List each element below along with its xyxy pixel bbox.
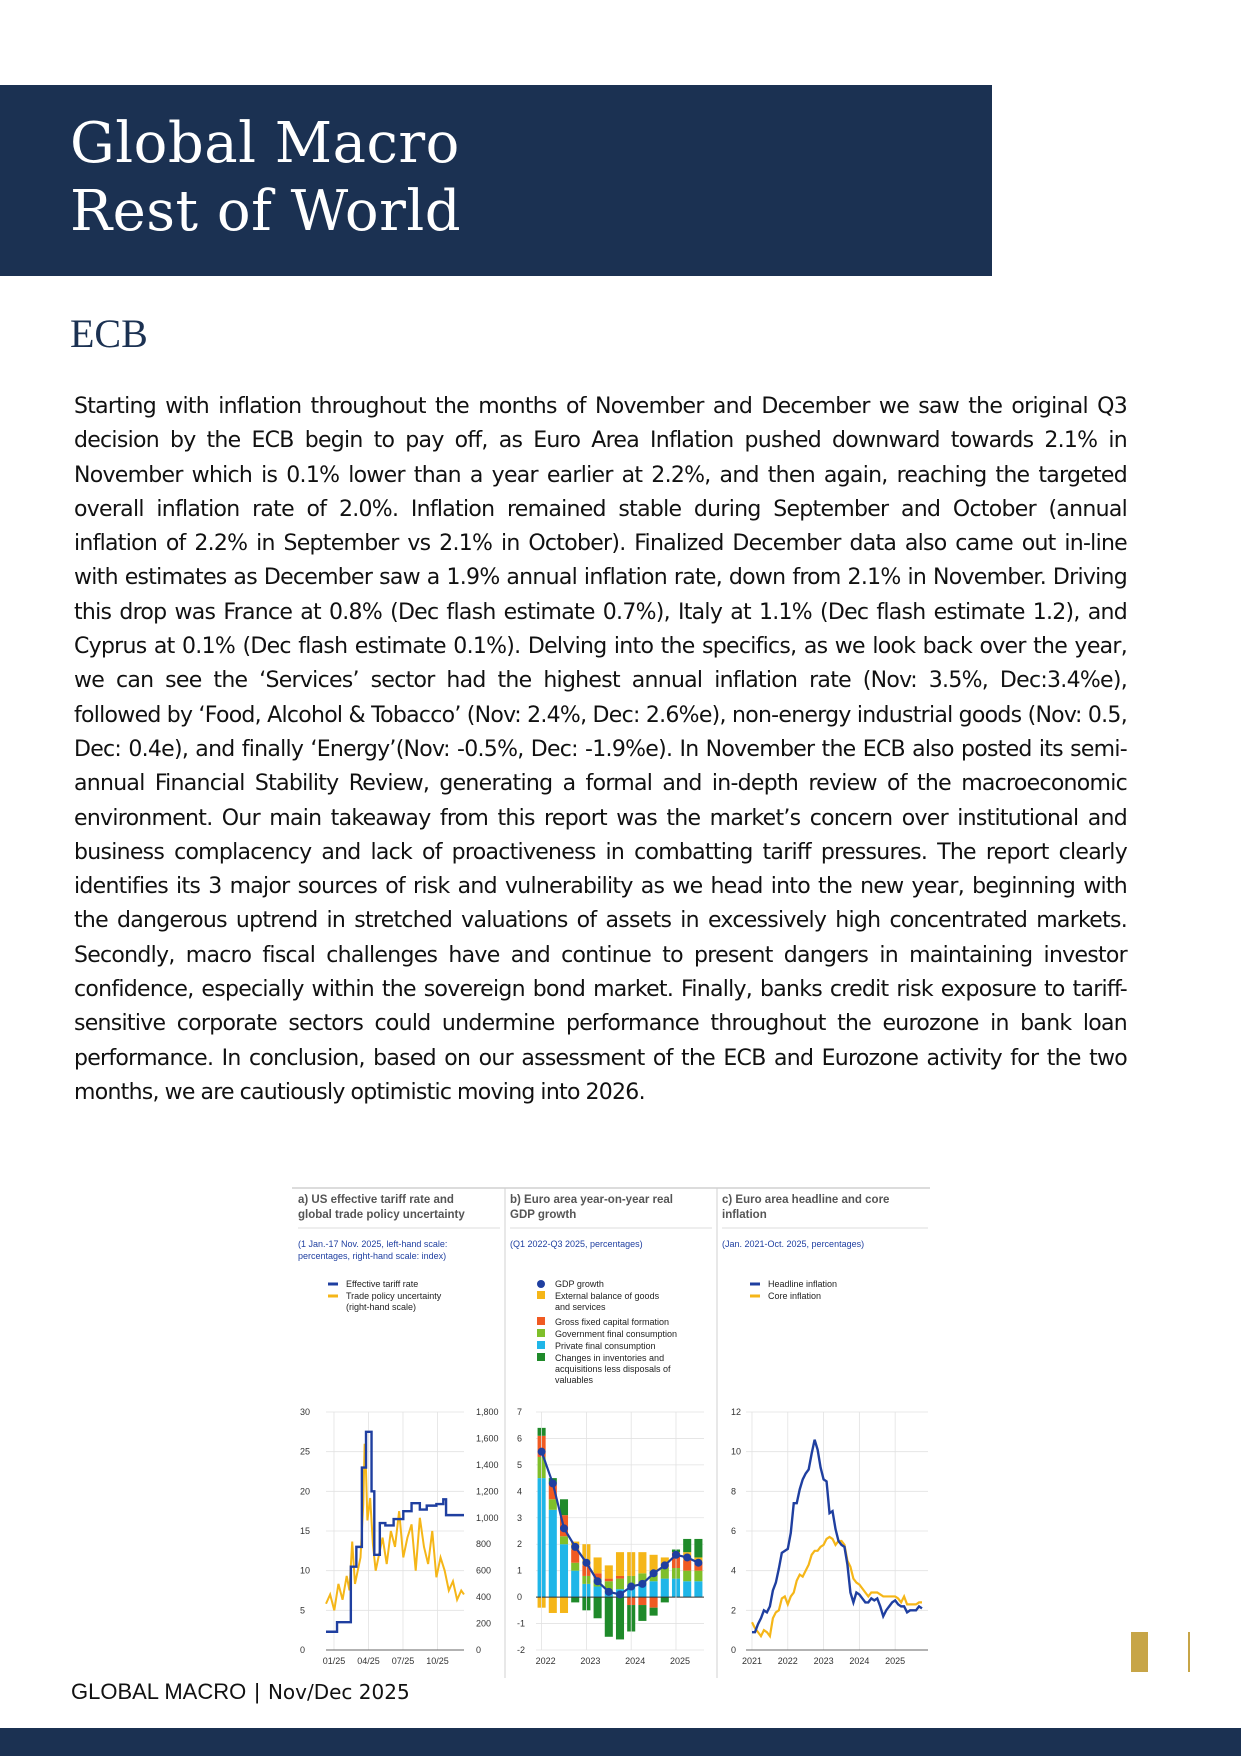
chart-a-xtick: 10/25 (426, 1656, 449, 1666)
legend-b-swatch-private (537, 1341, 545, 1349)
chart-b-ytick: 7 (517, 1407, 523, 1417)
chart-b-ytick: 1 (517, 1565, 523, 1576)
chart-b-bar (650, 1555, 658, 1571)
page-title (70, 110, 461, 246)
chart-b-bar (661, 1568, 669, 1579)
chart-b-bar (605, 1579, 613, 1582)
chart-b-plot (517, 1407, 704, 1666)
chart-b-gdp-point (582, 1559, 590, 1567)
chart-c-title-2: inflation (722, 1209, 767, 1221)
chart-b-bar (616, 1579, 624, 1590)
page-title-line2: Rest of World (70, 179, 462, 244)
chart-b-bar (694, 1571, 702, 1582)
chart-b-xtick: 2024 (625, 1656, 646, 1666)
bottom-bar (0, 1728, 1241, 1756)
chart-a-xtick: 01/25 (322, 1656, 346, 1666)
chart-b-gdp-point (616, 1590, 624, 1598)
chart-a-y2tick: 600 (476, 1565, 492, 1576)
legend-a-uncertainty-2: (right-hand scale) (346, 1302, 417, 1312)
chart-a-xtick: 07/25 (391, 1656, 415, 1666)
chart-a-y2tick: 1,400 (476, 1459, 499, 1470)
section-heading: ECB (70, 311, 148, 356)
chart-a-y2tick: 800 (476, 1539, 492, 1550)
chart-b-ytick: 5 (517, 1459, 523, 1470)
chart-a-y2tick: 1,600 (476, 1433, 499, 1444)
chart-b-bar (549, 1510, 557, 1597)
chart-b-bar (571, 1563, 579, 1571)
chart-b-gdp-point (672, 1551, 680, 1559)
chart-b-ytick: -1 (517, 1618, 526, 1629)
chart-b-xtick: 2022 (535, 1656, 556, 1666)
chart-b-bar (683, 1581, 691, 1597)
chart-a-ytick: 30 (300, 1407, 311, 1417)
chart-b-bar (616, 1552, 624, 1576)
chart-b-subtitle: (Q1 2022-Q3 2025, percentages) (510, 1239, 643, 1249)
chart-a-ytick: 20 (300, 1486, 311, 1497)
footer-date: Nov/Dec 2025 (267, 1680, 410, 1704)
chart-b-bar (650, 1581, 658, 1597)
chart-c-title-1: c) Euro area headline and core (722, 1194, 890, 1206)
chart-b-ytick: 4 (517, 1486, 523, 1497)
chart-b-bar (650, 1597, 658, 1608)
chart-b-ytick: 2 (517, 1539, 523, 1550)
chart-b-bar (560, 1536, 568, 1544)
chart-b-gdp-point (560, 1524, 568, 1532)
chart-c-xtick: 2024 (849, 1656, 870, 1666)
chart-a-line-uncertainty (326, 1444, 464, 1611)
chart-b-gdp-point (683, 1553, 691, 1561)
chart-c-ytick: 10 (731, 1446, 742, 1457)
chart-b-gdp-point (605, 1588, 613, 1596)
chart-b-gdp-point (538, 1448, 546, 1456)
chart-a-line-tariff (326, 1432, 464, 1632)
chart-b-title-2: GDP growth (510, 1209, 577, 1221)
ecb-figure-svg (292, 1186, 932, 1678)
legend-b-inventories: Changes in inventories and (555, 1353, 665, 1363)
chart-b-bar (683, 1560, 691, 1571)
legend-b-gfcf: Gross fixed capital formation (555, 1317, 670, 1327)
chart-a-plot (300, 1407, 499, 1666)
chart-b-gdp-point (571, 1543, 579, 1551)
logo-rule (1188, 1632, 1190, 1672)
chart-b-gdp-point (627, 1583, 635, 1591)
chart-b-title-1: b) Euro area year-on-year real (510, 1194, 673, 1206)
chart-b-bar (650, 1608, 658, 1616)
chart-b-bar (605, 1597, 613, 1637)
legend-b-swatch-inventories (537, 1353, 545, 1361)
chart-b-bar (638, 1597, 646, 1605)
chart-c-line-core (752, 1537, 922, 1636)
chart-c-ytick: 4 (731, 1565, 737, 1576)
chart-b-bar (571, 1597, 579, 1602)
legend-b-inventories-3: valuables (555, 1375, 594, 1385)
legend-b-swatch-external (537, 1291, 545, 1299)
legend-b-external: External balance of goods (555, 1291, 660, 1301)
chart-a-xtick: 04/25 (357, 1656, 380, 1666)
chart-b-bar (616, 1576, 624, 1579)
chart-b-bar (560, 1544, 568, 1597)
legend-c-core: Core inflation (768, 1291, 822, 1301)
footer (71, 1679, 410, 1705)
chart-a-y2tick: 1,200 (476, 1486, 499, 1497)
legend-c-headline: Headline inflation (768, 1279, 838, 1289)
legend-b-swatch-gdp (537, 1280, 545, 1288)
chart-b-xtick: 2025 (669, 1656, 691, 1666)
legend-b-inventories-2: acquisitions less disposals of (555, 1364, 671, 1374)
chart-c-xtick: 2021 (741, 1656, 763, 1666)
legend-b-private: Private final consumption (555, 1341, 656, 1351)
legend-a-uncertainty: Trade policy uncertainty (346, 1291, 442, 1301)
logo-mark (1131, 1632, 1148, 1672)
chart-b-gdp-point (594, 1577, 602, 1585)
chart-b-bar (661, 1579, 669, 1598)
chart-c-ytick: 2 (731, 1605, 737, 1616)
chart-b-bar (661, 1597, 669, 1602)
chart-c-ytick: 6 (731, 1526, 737, 1536)
chart-b-bar (549, 1499, 557, 1510)
chart-b-bar (616, 1597, 624, 1639)
chart-c-ytick: 8 (731, 1486, 737, 1497)
chart-a-title-2: global trade policy uncertainty (298, 1209, 465, 1221)
chart-b-bar (605, 1565, 613, 1578)
chart-b-bar (594, 1587, 602, 1598)
chart-b-bar (594, 1557, 602, 1573)
chart-b-ytick: 0 (517, 1592, 523, 1603)
chart-b-bar (549, 1597, 557, 1613)
chart-c-subtitle: (Jan. 2021-Oct. 2025, percentages) (722, 1239, 865, 1249)
chart-b-bar (683, 1539, 691, 1552)
chart-c-xtick: 2022 (777, 1656, 798, 1666)
chart-a-y2tick: 200 (476, 1618, 492, 1629)
chart-b-bar (594, 1597, 602, 1618)
footer-separator: | (254, 1679, 260, 1704)
chart-c-xtick: 2025 (885, 1656, 906, 1666)
chart-b-bar (638, 1552, 646, 1573)
chart-a-ytick: 25 (300, 1446, 311, 1457)
chart-c-xtick: 2023 (813, 1656, 834, 1666)
legend-b-swatch-gfcf (537, 1317, 545, 1325)
title-banner (0, 85, 992, 276)
chart-a-y2tick: 0 (476, 1645, 482, 1655)
chart-a-ytick: 10 (300, 1565, 311, 1576)
chart-b-ytick: 3 (517, 1512, 523, 1523)
chart-b-bar (694, 1539, 702, 1558)
chart-a-y2tick: 1,800 (476, 1407, 499, 1417)
chart-b-gdp-point (694, 1559, 702, 1567)
legend-b-swatch-government (537, 1329, 545, 1337)
chart-b-gdp-point (638, 1580, 646, 1588)
chart-b-bar (694, 1581, 702, 1597)
footer-brand: GLOBAL MACRO (71, 1679, 247, 1704)
chart-a-subtitle-2: percentages, right-hand scale: index) (298, 1251, 447, 1261)
chart-a-y2tick: 400 (476, 1592, 492, 1603)
legend-b-government: Government final consumption (555, 1329, 678, 1339)
chart-b-bar (560, 1597, 568, 1613)
chart-b-bar (571, 1571, 579, 1597)
chart-c-plot (731, 1407, 928, 1666)
ecb-figure (292, 1186, 932, 1678)
chart-b-gdp-point (650, 1569, 658, 1577)
chart-a-y2tick: 1,000 (476, 1512, 499, 1523)
legend-a-tariff: Effective tariff rate (346, 1279, 419, 1289)
chart-c-ytick: 12 (731, 1407, 742, 1417)
chart-b-gdp-point (549, 1479, 557, 1487)
chart-a-title-1: a) US effective tariff rate and (298, 1194, 454, 1206)
chart-b-xtick: 2023 (580, 1656, 601, 1666)
body-paragraph: Starting with inflation throughout the months of November and December we saw the original Q3 decision by the ECB begin to pay off, as Euro Area Inflation pushed downward towards 2.1% in November which is 0.1% lower than a year earlier at 2.2%, and then again, reaching the targeted overall inflation rate of 2.0%. Inflation remained stable during September and October (annual inflation of 2.2% in September vs 2.1% in October). Finalized December data also came out in-line with estimates as December saw a 1.9% annual inflation rate, down from 2.1% in November. Driving this drop was France at 0.8% (Dec flash estimate 0.7%), Italy at 1.1% (Dec flash estimate 1.2), and Cyprus at 0.1% (Dec flash estimate 0.1%). Delving into the specifics, as we look back over the year, we can see the ‘Services’ sector had the highest annual inflation rate (Nov: 3.5%, Dec:3.4%e), followed by ‘Food, Alcohol & Tobacco’ (Nov: 2.4%, Dec: 2.6%e), non-energy industrial goods (Nov: 0.5, Dec: 0.4e), and finally ‘Energy’(Nov: -0.5%, Dec: -1.9%e). In November the ECB also posted its semi-annual Financial Stability Review, generating a formal and in-depth review of the macroeconomic environment. Our main takeaway from this report was the market’s concern over institutional and business complacency and lack of proactiveness in combatting tariff pressures. The report clearly identifies its 3 major sources of risk and vulnerability as we head into the new year, beginning with the dangerous uptrend in stretched valuations of assets in excessively high concentrated markets. Secondly, macro fiscal challenges have and continue to present dangers in maintaining investor confidence, especially within the sovereign bond market. Finally, banks credit risk exposure to tariff-sensitive corporate sectors could undermine performance throughout the eurozone in bank loan performance. In conclusion, based on our assessment of the ECB and Eurozone activity for the two months, we are cautiously optimistic moving into 2026. (74, 394, 1127, 1105)
chart-a-ytick: 5 (300, 1605, 306, 1616)
chart-a-subtitle-1: (1 Jan.-17 Nov. 2025, left-hand scale: (298, 1239, 448, 1249)
chart-b-ytick: 6 (517, 1433, 523, 1444)
chart-c-ytick: 0 (731, 1645, 737, 1655)
page-title-line1: Global Macro (70, 111, 460, 176)
legend-b-gdp: GDP growth (555, 1279, 604, 1289)
chart-a-ytick: 15 (300, 1526, 311, 1536)
legend-b-external-2: and services (555, 1302, 606, 1312)
chart-b-ytick: -2 (517, 1645, 526, 1655)
chart-c-line-headline (752, 1440, 922, 1632)
chart-b-bar (683, 1571, 691, 1582)
chart-b-bar (638, 1605, 646, 1621)
chart-a-ytick: 0 (300, 1645, 306, 1655)
chart-b-gdp-point (661, 1561, 669, 1569)
